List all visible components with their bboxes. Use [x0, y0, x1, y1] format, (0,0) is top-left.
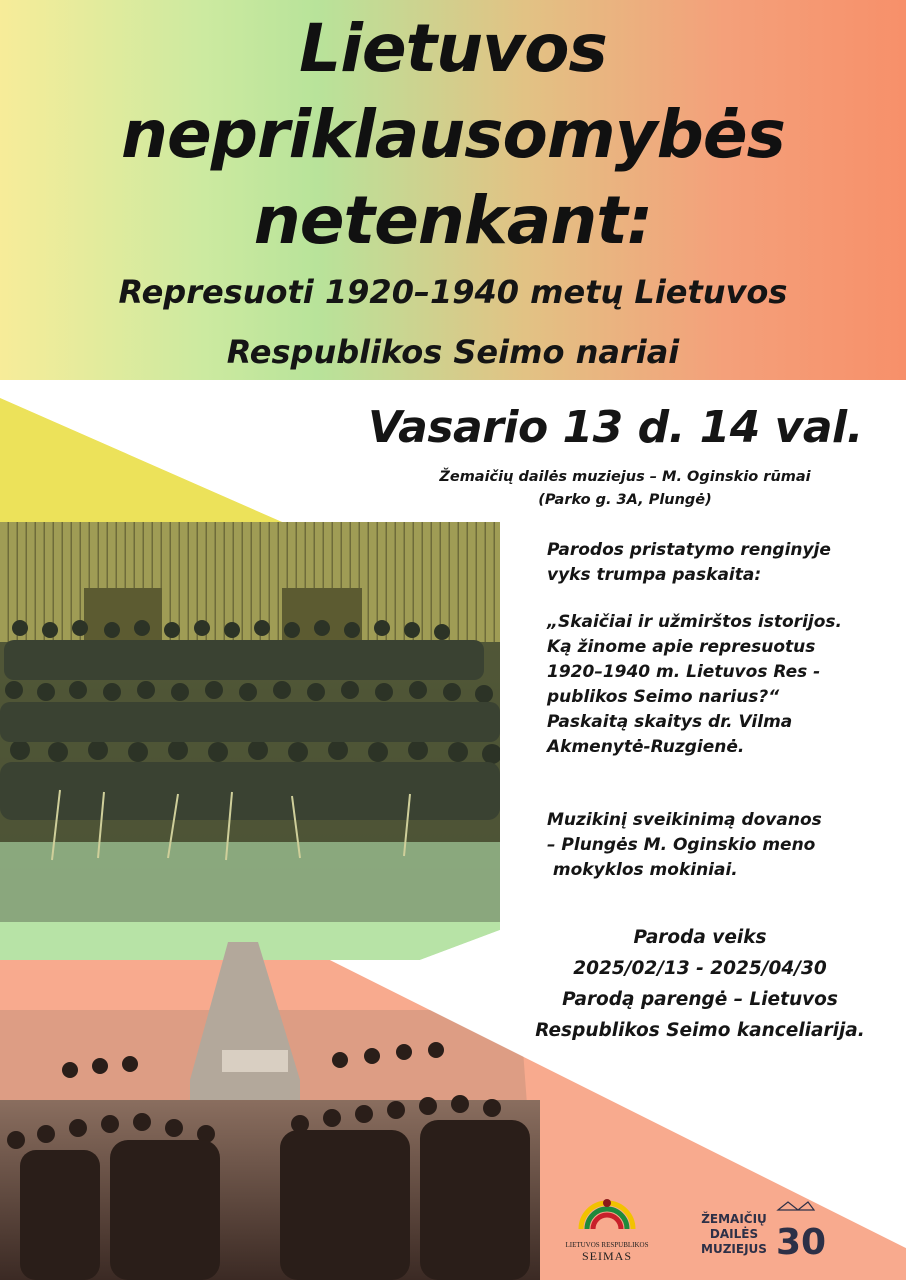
museum-palace-icon	[774, 1200, 827, 1263]
intro-line: vyks trumpa paskaita:	[547, 565, 762, 585]
period-line: Respublikos Seimo kanceliarija.	[535, 1020, 865, 1041]
title-line-2: nepriklausomybės	[121, 96, 785, 173]
subtitle-line-1: Represuoti 1920–1940 metų Lietuvos	[118, 273, 788, 311]
museum-logo-line3: MUZIEJUS	[701, 1242, 767, 1256]
lecture-line: 1920–1940 m. Lietuvos Res -	[547, 662, 821, 682]
title-line-3: netenkant:	[253, 182, 653, 259]
seimas-logo-line1: LIETUVOS RESPUBLIKOS	[565, 1241, 649, 1249]
period-line: Parodą parengė – Lietuvos	[562, 989, 838, 1010]
lecture-line: Paskaitą skaitys dr. Vilma	[547, 712, 793, 732]
lecture-line: Ką žinome apie represuotus	[547, 637, 816, 657]
venue-name: Žemaičių dailės muziejus – M. Oginskio rūmai	[439, 469, 811, 485]
period-dates: 2025/02/13 - 2025/04/30	[573, 958, 827, 979]
event-date-time: Vasario 13 d. 14 val.	[368, 402, 863, 453]
header-band	[0, 0, 906, 380]
museum-logo-line2: DAILĖS	[709, 1227, 759, 1241]
museum-logo-line1: ŽEMAIČIŲ	[701, 1212, 767, 1226]
intro-text	[547, 538, 877, 588]
lecture-line: Akmenytė-Ruzgienė.	[547, 737, 745, 757]
exhibition-period	[530, 922, 870, 1046]
museum-logo	[690, 1192, 827, 1264]
music-line: Muzikinį sveikinimą dovanos	[547, 810, 822, 830]
intro-line: Parodos pristatymo renginyje	[547, 540, 831, 560]
seimas-emblem-icon	[575, 1195, 639, 1235]
lecture-line: publikos Seimo narius?“	[547, 687, 780, 707]
photo-officers	[0, 522, 502, 922]
lecture-line: „Skaičiai ir užmirštos istorijos.	[547, 612, 842, 632]
museum-mark-number: 30	[776, 1222, 827, 1263]
music-text	[547, 808, 877, 883]
title-line-1: Lietuvos	[299, 10, 607, 87]
venue-address: (Parko g. 3A, Plungė)	[538, 492, 712, 508]
venue	[400, 466, 850, 512]
seimas-logo	[552, 1195, 662, 1265]
period-line: Paroda veiks	[633, 927, 767, 948]
music-line: mokyklos mokiniai.	[547, 860, 738, 880]
subtitle-line-2: Respublikos Seimo nariai	[226, 333, 680, 371]
lecture-text	[547, 610, 877, 760]
seimas-logo-line2: SEIMAS	[581, 1249, 632, 1263]
music-line: – Plungės M. Oginskio meno	[547, 835, 816, 855]
